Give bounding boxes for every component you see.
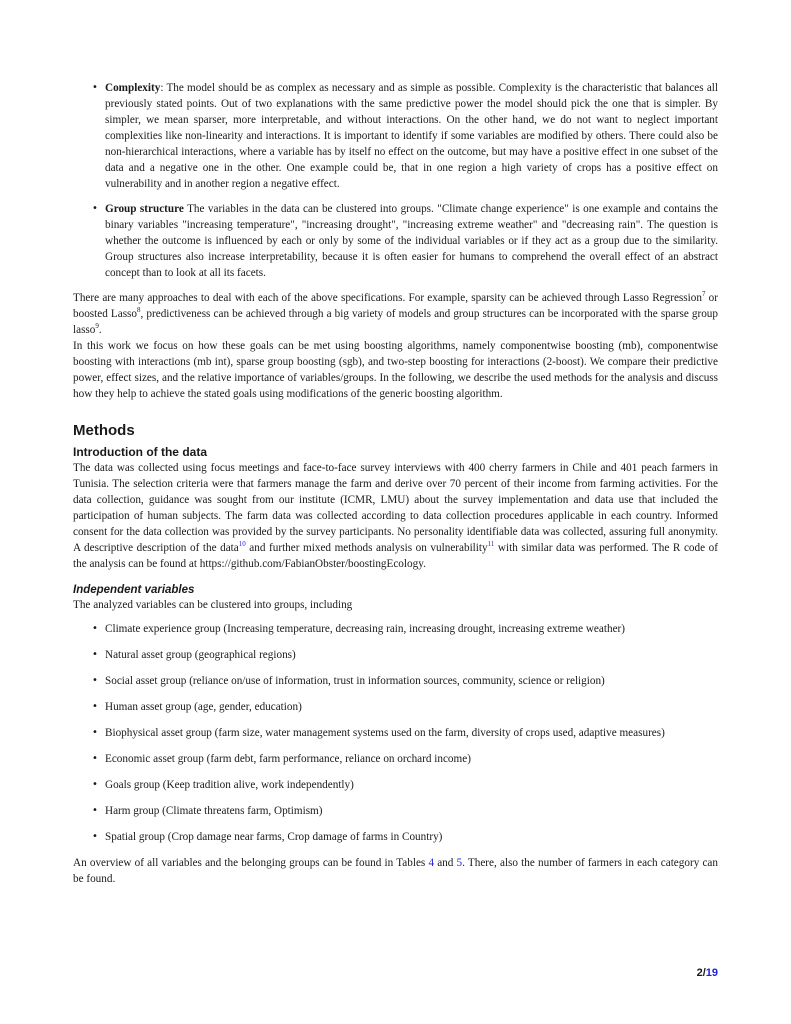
bullet-term: Complexity <box>105 82 161 94</box>
citation-ref[interactable]: 9 <box>95 322 99 330</box>
list-item: • Economic asset group (farm debt, farm performance, reliance on orchard income) <box>73 751 718 767</box>
list-item: • Natural asset group (geographical regions) <box>73 647 718 663</box>
list-item-group-structure <box>73 201 718 281</box>
paragraph-tables-overview: An overview of all variables and the belonging groups can be found in Tables 4 and 5. There, also the number of farmers in each category can be found. <box>73 857 718 885</box>
bullet-term: Group structure <box>105 203 184 215</box>
list-item: • Spatial group (Crop damage near farms, Crop damage of farms in Country) <box>73 829 718 845</box>
table-ref-link[interactable]: 4 <box>428 857 435 869</box>
total-pages-link[interactable]: 19 <box>705 967 718 979</box>
list-item: • Biophysical asset group (farm size, water management systems used on the farm, diversity of crops used, adaptive measures) <box>73 725 718 741</box>
list-item: • Climate experience group (Increasing temperature, decreasing rain, increasing drought, increasing extreme weather) <box>73 621 718 637</box>
subsubsection-heading-independent-variables: Independent variables <box>73 584 195 596</box>
section-heading-methods: Methods <box>73 422 135 439</box>
variable-groups-list <box>73 621 718 845</box>
citation-ref[interactable]: 8 <box>137 306 141 314</box>
bullet-text: The variables in the data can be clustered into groups. "Climate change experience" is one example and contains the binary variables "increasing temperature", "increasing drought", "increasing extreme weather" and "decreasing rain". The question is whether the outcome is influenced by each or only by some of the individual variables or if they act as a group due to the similarity. Group structures also increase interpretability, because it is often easier for humans to comprehend the overall effect of an abstract concept than to look at all its facets. <box>105 203 718 279</box>
list-item: • Human asset group (age, gender, education) <box>73 699 718 715</box>
citation-ref[interactable]: 10 <box>238 540 246 548</box>
bullet-text: The model should be as complex as necessary and as simple as possible. Complexity is the characteristic that balances all previously stated points. Out of two explanations with the same predictive power the model should pick the one that is simpler. By simpler, we mean sparser, more interpretable, and without interactions. On the other hand, we do not want to neglect important complexities like non-linearity and interactions. It is important to identify if some variables are modified by others. There could also be non-hierarchical interactions, where a variable has by itself no effect on the outcome, but may have a positive effect in one subset of the data and a negative one in the other. One example could be, that in one region a high variety of crops has a positive effect on vulnerability and in another region a negative effect. <box>105 82 719 190</box>
paragraph-variables-intro: The analyzed variables can be clustered into groups, including <box>73 599 353 611</box>
paragraph-focus: In this work we focus on how these goals can be met using boosting algorithms, namely componentwise boosting (mb), componentwise boosting with interactions (mb int), sparse group boosting (sgb), and two-step boosting for interactions (2-boost). We compare their predictive power, effect sizes, and the relative importance of variables/groups. In the following, we describe the used methods for the analysis and discuss how they help to achieve the stated goals using modifications of the generic boosting algorithm. <box>73 340 718 400</box>
page-number: 2/19 <box>696 967 718 979</box>
subsection-heading-intro-data: Introduction of the data <box>73 445 207 459</box>
criteria-list <box>73 80 718 281</box>
table-ref-link[interactable]: 5 <box>456 857 463 869</box>
page-body <box>73 80 718 887</box>
paragraph-approaches: There are many approaches to deal with each of the above specifications. For example, sparsity can be achieved through Lasso Regression$^7$ or boosted Lasso$^8$, predictiveness can be achieved through a big variety of models and group structures can be incorporated with the sparse group lasso$^9$. <box>73 290 718 336</box>
paragraph-data-intro: The data was collected using focus meetings and face-to-face survey interviews with 400 cherry farmers in Chile and 401 peach farmers in Tunisia. The selection criteria were that farmers manage the farm and derive over 70 percent of their income from farming activities. For the data collection, guidance was sought from our institute (ICMR, LMU) about the survey implementation and data use that included the participation of human subjects. The farm data was collected according to data collection procedures applicable in each country. Informed consent for the data collection was provided by the survey participants. No personality identifiable data was collected, assuring full anonymity. A descriptive description of the data$^{10}$ and further mixed methods analysis on vulnerability$^{11}$ with similar data was performed. The R code of the analysis can be found at https://github.com/FabianObster/boostingEcology. <box>73 462 718 570</box>
list-item: • Harm group (Climate threatens farm, Optimism) <box>73 803 718 819</box>
citation-ref[interactable]: 7 <box>701 290 706 298</box>
list-item-complexity: • Complexity: The model should be as complex as necessary and as simple as possible. Complexity is the characteristic that balances all previously stated points. Out of two explanations with the same predictive power the model should pick the one that is simpler. By simpler, we mean sparser, more interpretable, and without interactions. On the other hand, we do not want to neglect important complexities like non-linearity and interactions. It is important to identify if some variables are modified by others. There could also be non-hierarchical interactions, where a variable has by itself no effect on the outcome, but may have a positive effect in one subset of the data and a negative one in the other. One example could be, that in one region a high variety of crops has a positive effect on vulnerability and in another region a negative effect. <box>73 80 718 192</box>
list-item: • Social asset group (reliance on/use of information, trust in information sources, community, science or religion) <box>73 673 718 689</box>
list-item: • Goals group (Keep tradition alive, work independently) <box>73 777 718 793</box>
citation-ref[interactable]: 11 <box>487 540 495 548</box>
